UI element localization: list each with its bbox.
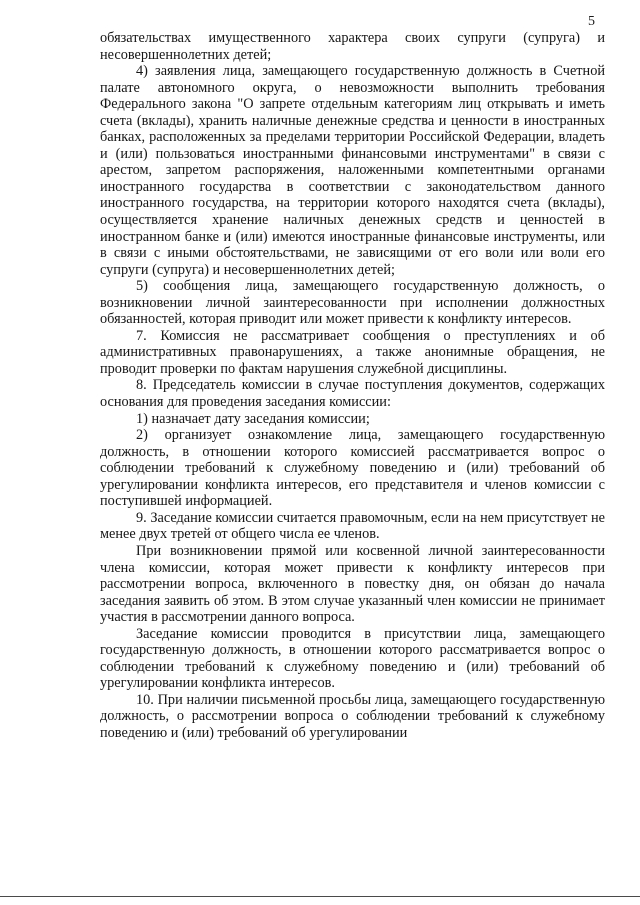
paragraph-section-10: 10. При наличии письменной просьбы лица, замещающего государственную должность, о рассмотрении вопроса о соблюдении требований к служебному поведению и (или) требований об урегулировании <box>100 691 605 741</box>
page-number: 5 <box>588 14 595 29</box>
paragraph-meeting-attendance: Заседание комиссии проводится в присутствии лица, замещающего государственную должность, в отношении которого рассматривается вопрос о соблюдении требований к служебному поведению и (или) требований об урегулировании конфликта интересов. <box>100 625 605 692</box>
paragraph-section-7: 7. Комиссия не рассматривает сообщения о преступлениях и об административных правонарушениях, а также анонимные обращения, не проводит проверки по фактам нарушения служебной дисциплины. <box>100 327 605 377</box>
paragraph-conflict-of-interest: При возникновении прямой или косвенной личной заинтересованности члена комиссии, которая может привести к конфликту интересов при рассмотрении вопроса, включенного в повестку дня, он обязан до начала заседания заявить об этом. В этом случае указанный член комиссии не принимает участия в рассмотрении данного вопроса. <box>100 542 605 626</box>
scan-edge-divider <box>0 896 640 897</box>
paragraph-item-4: 4) заявления лица, замещающего государственную должность в Счетной палате автономного округа, о невозможности выполнить требования Федерального закона "О запрете отдельным категориям лиц открывать и иметь счета (вклады), хранить наличные денежные средства и ценности в иностранных банках, расположенных за пределами территории Российской Федерации, владеть и (или) пользоваться иностранными финансовыми инструментами" в связи с арестом, запретом распоряжения, наложенными компетентными органами иностранного государства в соответствии с законодательством данного иностранного государства, на территории которого находятся счета (вклады), осуществляется хранение наличных денежных средств и ценностей в иностранном банке и (или) имеются иностранные финансовые инструменты, или в связи с иными обстоятельствами, не зависящими от его воли или воли его супруги (супруга) и несовершеннолетних детей; <box>100 63 605 278</box>
paragraph-item-5: 5) сообщения лица, замещающего государственную должность, о возникновении личной заинтересованности при исполнении должностных обязанностей, которая приводит или может привести к конфликту интересов. <box>100 278 605 328</box>
paragraph-section-9: 9. Заседание комиссии считается правомочным, если на нем присутствует не менее двух третей от общего числа ее членов. <box>100 509 605 543</box>
paragraph-section-8-item-1: 1) назначает дату заседания комиссии; <box>136 410 370 427</box>
document-body <box>100 30 605 742</box>
paragraph-section-8: 8. Председатель комиссии в случае поступления документов, содержащих основания для проведения заседания комиссии: <box>100 377 605 411</box>
paragraph-section-8-item-2: 2) организует ознакомление лица, замещающего государственную должность, в отношении которого комиссией рассматривается вопрос о соблюдении требований к служебному поведению и (или) требований об урегулировании конфликта интересов, его представителя и членов комиссии с поступившей информацией. <box>100 427 605 510</box>
paragraph-continuation: обязательствах имущественного характера своих супруги (супруга) и несовершеннолетних детей; <box>100 30 605 63</box>
